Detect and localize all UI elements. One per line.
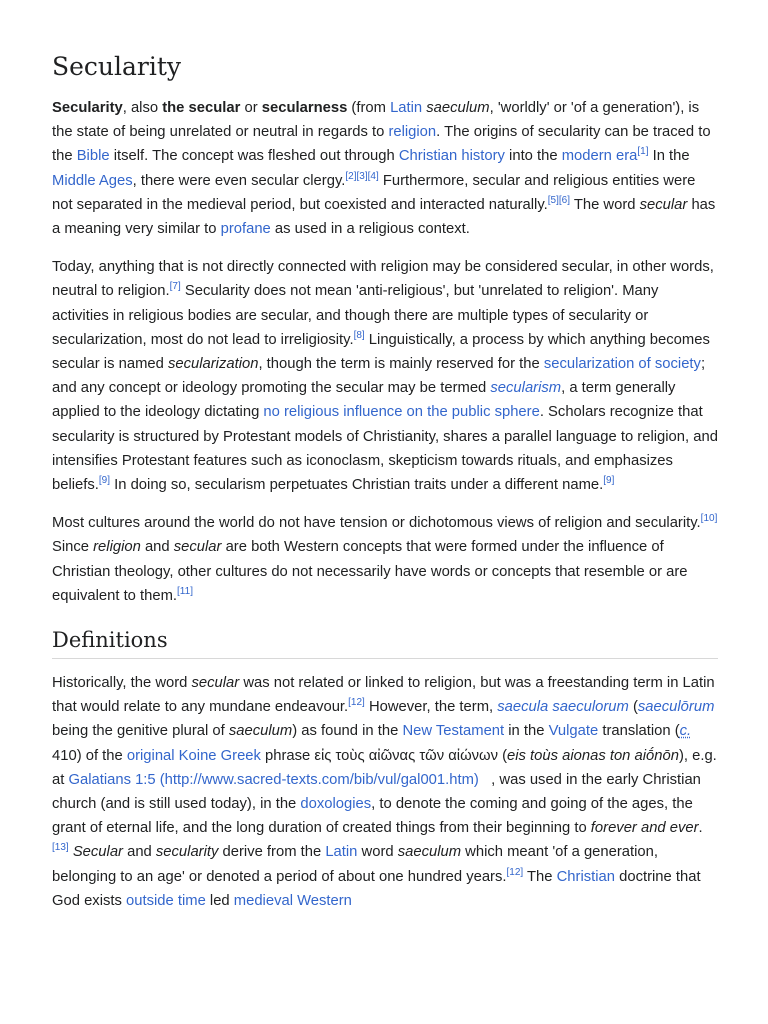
link-vulgate[interactable]: Vulgate [548, 723, 599, 740]
italic-term: eis toùs aionas ton aiṓnōn [507, 747, 679, 764]
text: The word [569, 196, 640, 213]
text: derive from the [218, 844, 326, 861]
text: In the [648, 148, 690, 165]
link-latin[interactable]: Latin [390, 100, 423, 116]
text: into the [504, 148, 562, 165]
text: Furthermore, secular and religious entities were not separated in the medieval period, but coexisted and interacted naturally. [52, 172, 696, 213]
italic-term: secular [191, 675, 240, 692]
link-middle-ages[interactable]: Middle Ages [52, 172, 133, 189]
text: itself. The concept was fleshed out through [109, 148, 399, 165]
italic-term: saeculum [228, 723, 293, 740]
link-profane[interactable]: profane [220, 221, 271, 238]
link-galatians[interactable]: Galatians 1:5 (http://www.sacred-texts.com/bib/vul/gal001.htm) [68, 771, 479, 788]
citation-link[interactable]: [6] [558, 194, 570, 206]
text: was not related or linked to religion, but was a freestanding term in Latin that would relate to any mundane endeavour. [52, 675, 715, 716]
link-koine-greek[interactable]: original Koine Greek [126, 747, 261, 764]
text: or [240, 100, 262, 116]
italic-term: Secular [72, 844, 123, 861]
italic-term: secularization [167, 356, 259, 373]
text: , to denote the coming and going of the ages, the grant of eternal life, and the long duration of created things from their beginning to [52, 796, 693, 837]
link-christian[interactable]: Christian [556, 868, 616, 885]
definitions-paragraph [52, 671, 718, 913]
intro-paragraph-1 [52, 96, 718, 241]
italic-term: saeculum [397, 844, 462, 861]
link-latin[interactable]: Latin [325, 844, 358, 861]
link-saeculorum[interactable]: saeculōrum [637, 699, 715, 716]
citation-link[interactable]: [9] [98, 475, 111, 487]
text: Historically, the word [52, 675, 192, 692]
text: ), e.g. at [52, 747, 717, 788]
italic-term: religion [93, 539, 141, 556]
italic-term: forever and ever [590, 820, 699, 837]
italic-term: secularity [155, 844, 219, 861]
text: , there were even secular clergy. [132, 172, 346, 189]
text: . The origins of secularity can be traced to the [52, 124, 711, 165]
text: in the [504, 723, 549, 740]
link-circa[interactable]: c. [679, 723, 692, 740]
text: are both Western concepts that were formed under the influence of Christian theology, other cultures do not necessarily have words or concepts that resemble or are equivalent to them. [52, 539, 688, 604]
text: and [122, 844, 156, 861]
text: led [205, 892, 234, 909]
italic-term: secular [639, 196, 688, 213]
citation-link[interactable]: [8] [353, 329, 365, 341]
citation-link[interactable]: [1] [637, 146, 649, 158]
text: In doing so, secularism perpetuates Christian traits under a different name. [110, 477, 604, 494]
text: , though the term is mainly reserved for the [258, 356, 544, 373]
bold-term: the secular [162, 100, 241, 116]
link-public-sphere[interactable]: no religious influence on the public sphere [263, 404, 540, 421]
text: 410) of the [52, 747, 127, 764]
text: . [698, 820, 703, 837]
citation-link[interactable]: [7] [169, 281, 181, 293]
page-title: Secularity [52, 52, 182, 81]
definitions-heading-container [52, 628, 718, 659]
text: Since [52, 539, 94, 556]
text: . Scholars recognize that secularity is structured by Protestant models of Christianity, shares a parallel language to religion, and intensifies Protestant features such as iconoclasm, skepticism towards rituals, and emphasizes beliefs. [52, 404, 718, 494]
intro-paragraph-3 [52, 511, 718, 608]
link-medieval-western[interactable]: medieval Western [233, 892, 352, 909]
text: , a term generally applied to the ideology dictating [52, 380, 676, 421]
citation-link[interactable]: [10] [700, 513, 718, 525]
link-doxologies[interactable]: doxologies [300, 796, 372, 813]
citation-link[interactable]: [13] [52, 842, 69, 854]
citation-link[interactable]: [5] [547, 194, 559, 206]
text: Secularity does not mean 'anti-religious', but 'unrelated to religion'. Many activities in religious bodies are secular, and though there are multiple types of secularity or secularization, most do not lead to irreligiosity. [52, 283, 659, 348]
link-new-testament[interactable]: New Testament [402, 723, 505, 740]
text: as used in a religious context. [270, 221, 470, 238]
text: doctrine that God exists [52, 868, 701, 909]
italic-term: saeculum [426, 100, 490, 116]
citation-link[interactable]: [2] [345, 170, 357, 182]
text: translation ( [598, 723, 680, 740]
link-modern-era[interactable]: modern era [561, 148, 638, 165]
text: However, the term, [364, 699, 498, 716]
text: ) as found in the [292, 723, 403, 740]
text: Most cultures around the world do not have tension or dichotomous views of religion and secularity. [52, 515, 701, 532]
link-religion[interactable]: religion [388, 124, 437, 141]
citation-link[interactable]: [12] [506, 866, 524, 878]
text: , also [122, 100, 163, 116]
link-outside-time[interactable]: outside time [126, 892, 206, 909]
link-bible[interactable]: Bible [76, 148, 110, 165]
bold-term: secularness [261, 100, 348, 116]
text: phrase εἰς τοὺς αἰῶνας τῶν αἰώνων ( [260, 747, 508, 764]
text: , was used in the early Christian church (and is still used today), in the [52, 771, 706, 813]
text: which meant 'of a generation, belonging to an age' or denoted a period of about one hundred years. [52, 844, 658, 885]
text: (from [347, 100, 391, 116]
text: word [357, 844, 398, 861]
citation-link[interactable]: [9] [603, 475, 615, 487]
citation-link[interactable]: [11] [177, 585, 193, 597]
text: has a meaning very similar to [52, 196, 716, 238]
text: and [140, 539, 174, 556]
text: The [523, 868, 557, 885]
text: , 'worldly' or 'of a generation'), is the state of being unrelated or neutral in regards to [52, 100, 700, 141]
citation-link[interactable]: [3] [356, 170, 368, 182]
intro-paragraph-2 [52, 255, 718, 497]
text: ; and any concept or ideology promoting the secular may be termed [52, 356, 706, 397]
citation-link[interactable]: [4] [367, 170, 379, 182]
text: ( [628, 699, 638, 716]
link-christian-history[interactable]: Christian history [398, 148, 505, 165]
section-heading-definitions: Definitions [52, 628, 168, 653]
link-secularism[interactable]: secularism [490, 380, 562, 397]
citation-link[interactable]: [12] [348, 697, 365, 709]
link-secularization-of-society[interactable]: secularization of society [543, 356, 701, 373]
text: being the genitive plural of [52, 723, 229, 740]
text: Linguistically, a process by which anything becomes secular is named [52, 331, 710, 373]
text: Today, anything that is not directly connected with religion may be considered secular, in other words, neutral to religion. [52, 259, 714, 300]
article-body [52, 96, 718, 927]
italic-term: secular [173, 539, 222, 556]
link-saecula-saeculorum[interactable]: saecula saeculorum [497, 699, 629, 716]
bold-term: Secularity [52, 100, 123, 116]
